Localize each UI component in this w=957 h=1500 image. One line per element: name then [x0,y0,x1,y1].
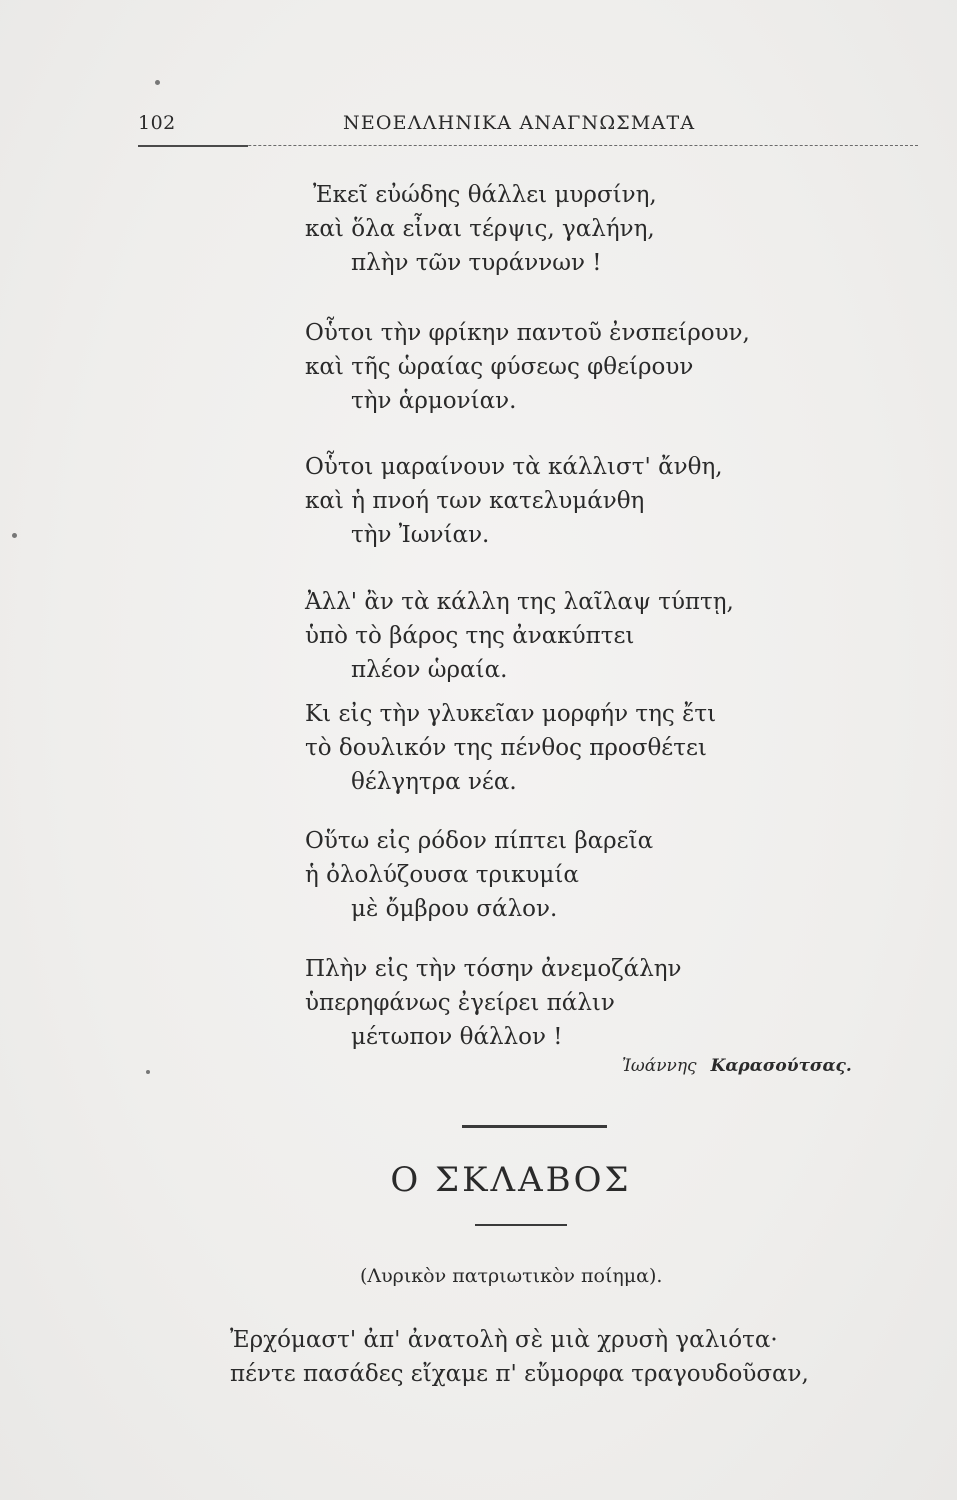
verse-line: ὑπερηφάνως ἐγείρει πάλιν [305,990,615,1016]
verse-line: τὴν Ἰωνίαν. [351,522,490,548]
verse-line: Κι εἰς τὴν γλυκεῖαν μορφήν της ἔτι [305,701,717,727]
author-signature [622,1056,852,1076]
running-title: ΝΕΟΕΛΛΗΝΙΚΑ ΑΝΑΓΝΩΣΜΑΤΑ [343,112,696,134]
poem-title [0,1160,957,1200]
verse-line: καὶ ὅλα εἶναι τέρψις, γαλήνη, [305,216,655,242]
verse-line: ἡ ὀλολύζουσα τρικυμία [305,862,579,888]
verse-line: Ἐκεῖ εὐώδης θάλλει μυρσίνη, [313,182,657,208]
verse-line: Πλὴν εἰς τὴν τόσην ἀνεμοζάλην [305,956,682,982]
verse-line: τὴν ἁρμονίαν. [351,388,517,414]
verse-line: πέντε πασάδες εἴχαμε π' εὔμορφα τραγουδοῦσαν, [230,1361,809,1387]
header-rule [138,145,918,146]
page-header [138,112,918,142]
poem-subtitle: (Λυρικὸν πατριωτικὸν ποίημα). [360,1265,663,1287]
stanza-5 [305,697,716,799]
verse-line: μὲ ὄμβρου σάλον. [351,896,558,922]
verse-line: μέτωπον θάλλον ! [351,1024,563,1050]
paper-speck [155,80,160,85]
stanza-3 [305,450,723,552]
poem-opening [230,1323,809,1391]
stanza-6 [305,824,653,926]
author-first-name: Ἰωάννης [622,1056,697,1076]
verse-line: Ἀλλ' ἂν τὰ κάλλη της λαῖλαψ τύπτῃ, [305,589,734,615]
paper-speck [146,1070,150,1074]
verse-line: ὑπὸ τὸ βάρος της ἀνακύπτει [305,623,635,649]
stanza-2 [305,316,750,418]
verse-line: τὸ δουλικόν της πένθος προσθέτει [305,735,707,761]
verse-line: Οὕτω εἰς ρόδον πίπτει βαρεῖα [305,828,654,854]
title-underline [475,1224,567,1226]
verse-line: πλὴν τῶν τυράννων ! [351,250,602,276]
verse-line: θέλγητρα νέα. [351,769,517,795]
author-last-name: Καρασούτσας. [710,1056,852,1076]
verse-line: Οὗτοι τὴν φρίκην παντοῦ ἐνσπείρουν, [305,320,750,346]
verse-line: καὶ ἡ πνοή των κατελυμάνθη [305,488,645,514]
verse-line: Οὗτοι μαραίνουν τὰ κάλλιστ' ἄνθη, [305,454,723,480]
poem-title-text: Ο ΣΚΛΑΒΟΣ [390,1160,632,1200]
verse-line: πλέον ὡραία. [351,657,508,683]
section-divider [462,1125,607,1128]
stanza-4 [305,585,734,687]
header-rule-accent [138,145,248,147]
page-number: 102 [138,112,176,134]
verse-line: Ἐρχόμαστ' ἀπ' ἀνατολὴ σὲ μιὰ χρυσὴ γαλιότα· [230,1327,778,1353]
verse-line: καὶ τῆς ὡραίας φύσεως φθείρουν [305,354,694,380]
paper-speck [12,533,17,538]
stanza-1 [305,178,657,280]
stanza-7 [305,952,682,1054]
